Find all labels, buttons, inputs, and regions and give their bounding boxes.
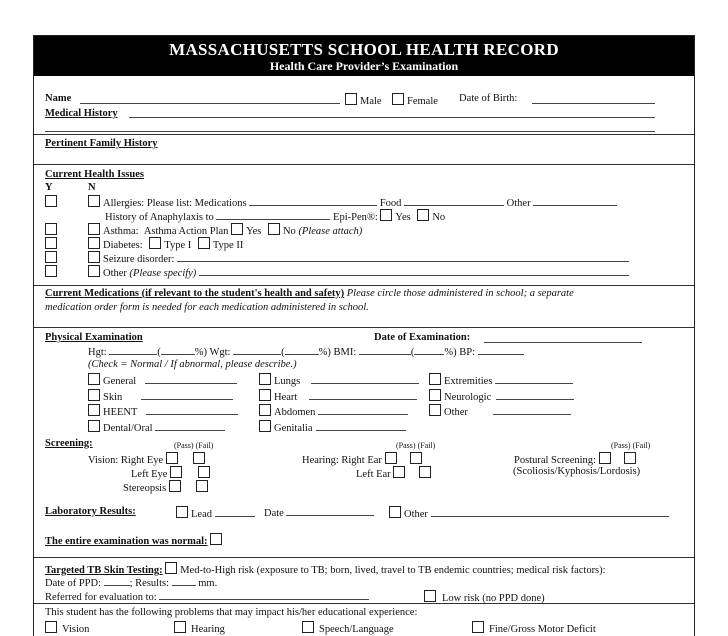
lab-date-field[interactable]	[286, 506, 374, 516]
exam-item[interactable]: General	[88, 373, 238, 389]
allergies-yes-checkbox[interactable]	[45, 195, 57, 207]
normal-label: The entire examination was normal:	[45, 536, 208, 547]
exam-item[interactable]: Neurologic	[429, 389, 574, 405]
epipen-label: Epi-Pen®:	[333, 212, 378, 223]
asthma-plan-no-checkbox[interactable]	[268, 223, 280, 235]
bp-field[interactable]	[478, 345, 524, 355]
lead-field[interactable]	[215, 507, 255, 517]
exam-col-3	[429, 373, 574, 420]
height-field[interactable]	[109, 345, 157, 355]
lab-lead: Lead	[176, 506, 255, 521]
allergies-label: Allergies: Please list: Medications	[103, 198, 247, 209]
exam-item[interactable]: Other	[429, 404, 574, 420]
postural-row: Postural Screening:	[514, 452, 639, 467]
asthma-plan-yes-checkbox[interactable]	[231, 223, 243, 235]
exam-item[interactable]: Dental/Oral	[88, 420, 238, 436]
stereopsis-pass[interactable]	[169, 480, 181, 492]
type2-checkbox[interactable]	[198, 237, 210, 249]
hearing-left-fail[interactable]	[419, 466, 431, 478]
type1-checkbox[interactable]	[149, 237, 161, 249]
male-checkbox[interactable]	[345, 93, 357, 105]
vision-left-fail[interactable]	[198, 466, 210, 478]
allergy-other-label: Other	[506, 198, 531, 209]
low-risk-checkbox[interactable]	[424, 590, 436, 602]
vision-left-row: Left Eye	[131, 466, 213, 481]
vision-pass-fail: (Pass) (Fail)	[174, 441, 214, 450]
hearing-right-pass[interactable]	[385, 452, 397, 464]
tb-section	[34, 557, 694, 558]
ppd-date-field[interactable]	[104, 576, 130, 586]
lab-date: Date	[264, 506, 374, 520]
tb-label: Targeted TB Skin Testing:	[45, 565, 163, 576]
allergies-medications-field[interactable]	[249, 196, 377, 206]
hearing-pass-fail: (Pass) (Fail)	[396, 441, 436, 450]
form-title: MASSACHUSETTS SCHOOL HEALTH RECORD	[169, 40, 559, 59]
postural-note: (Scoliosis/Kyphosis/Lordosis)	[513, 466, 641, 477]
physical-section	[34, 327, 694, 328]
epipen-yes-checkbox[interactable]	[380, 209, 392, 221]
diabetes-yes-checkbox[interactable]	[45, 237, 57, 249]
seizure-yes-checkbox[interactable]	[45, 251, 57, 263]
female-option[interactable]: Female	[392, 93, 438, 108]
problems-section	[34, 603, 694, 604]
allergies-row	[45, 195, 60, 210]
hearing-right-fail[interactable]	[410, 452, 422, 464]
problem-vision[interactable]: Vision	[45, 621, 89, 636]
anaphylaxis-row: History of Anaphylaxis to Epi-Pen®: Yes No	[105, 209, 445, 224]
asthma-no-checkbox[interactable]	[88, 223, 100, 235]
female-checkbox[interactable]	[392, 93, 404, 105]
vitals-row: Hgt: ( %) Wgt: ( %) BMI: ( %) BP:	[88, 345, 524, 359]
other-row: Other (Please specify)	[88, 265, 629, 280]
diabetes-row: Diabetes: Type I Type II	[88, 237, 243, 252]
dob-label: Date of Birth:	[459, 93, 518, 104]
col-y-label: Y	[45, 182, 53, 193]
stereopsis-row: Stereopsis	[123, 480, 211, 495]
exam-item[interactable]: Abdomen	[259, 404, 419, 420]
other-yes-checkbox[interactable]	[45, 265, 57, 277]
tb-row	[45, 562, 606, 577]
lab-other: Other	[389, 506, 669, 521]
asthma-yes-checkbox[interactable]	[45, 223, 57, 235]
bmi-field[interactable]	[359, 345, 411, 355]
medications-row	[45, 288, 574, 300]
check-note: (Check = Normal / If abnormal, please describe.)	[88, 359, 297, 370]
diabetes-yes	[45, 237, 60, 252]
col-n-label: N	[88, 182, 96, 193]
exam-item[interactable]: HEENT	[88, 404, 238, 420]
exam-col-2	[259, 373, 419, 435]
lead-checkbox[interactable]	[176, 506, 188, 518]
medical-history-field[interactable]	[129, 108, 655, 122]
health-issues-heading: Current Health Issues	[45, 169, 144, 180]
asthma-yes	[45, 223, 60, 238]
lab-label: Laboratory Results:	[45, 506, 136, 517]
exam-item[interactable]: Skin	[88, 389, 238, 405]
allergies-no-checkbox[interactable]	[88, 195, 100, 207]
exam-item[interactable]: Lungs	[259, 373, 419, 389]
name-label: Name	[45, 93, 72, 104]
exam-col-1	[88, 373, 238, 435]
screening-label: Screening:	[45, 438, 93, 449]
hearing-right-row: Hearing: Right Ear	[302, 452, 425, 467]
food-field[interactable]	[404, 196, 504, 206]
asthma-row: Asthma: Asthma Action Plan Yes No (Please attach)	[88, 223, 362, 238]
medications-label: Current Medications (if relevant to the student's health and safety)	[45, 288, 345, 299]
exam-item[interactable]: Genitalia	[259, 420, 419, 436]
tb-risk-text: Med-to-High risk (exposure to TB; born, lived, travel to TB endemic countries; medical risk factors):	[180, 565, 606, 576]
name-field[interactable]	[80, 94, 340, 108]
normal-row	[45, 533, 225, 548]
lab-row	[45, 506, 136, 518]
low-risk-row: Low risk (no PPD done)	[424, 590, 545, 605]
vision-right-fail[interactable]	[193, 452, 205, 464]
medications-note-1: Please circle those administered in school; a separate	[346, 288, 574, 299]
bmi-pct-field[interactable]	[414, 345, 444, 355]
height-pct-field[interactable]	[161, 345, 195, 355]
seizure-row: Seizure disorder:	[88, 251, 629, 266]
diabetes-no-checkbox[interactable]	[88, 237, 100, 249]
problems-intro: This student has the following problems that may impact his/her educational experience:	[45, 607, 418, 618]
weight-pct-field[interactable]	[285, 345, 319, 355]
seizure-no-checkbox[interactable]	[88, 251, 100, 263]
postural-pass[interactable]	[599, 452, 611, 464]
ppd-row: Date of PPD: ; Results: mm.	[45, 578, 218, 589]
exam-item[interactable]: Heart	[259, 389, 419, 405]
problem-speech[interactable]: Speech/Language	[302, 621, 394, 636]
medical-history-label: Medical History	[45, 108, 118, 119]
vision-left-pass[interactable]	[170, 466, 182, 478]
hearing-left-pass[interactable]	[393, 466, 405, 478]
tb-risk-checkbox[interactable]	[165, 562, 177, 574]
male-option[interactable]: Male	[345, 93, 382, 108]
other-no-checkbox[interactable]	[88, 265, 100, 277]
problem-hearing[interactable]: Hearing	[174, 621, 225, 636]
health-issues-section	[34, 164, 694, 165]
medications-section	[34, 285, 694, 286]
dob-field[interactable]	[532, 94, 655, 108]
seizure-yes	[45, 251, 60, 266]
lab-other-checkbox[interactable]	[389, 506, 401, 518]
epipen-no-checkbox[interactable]	[417, 209, 429, 221]
normal-checkbox[interactable]	[210, 533, 222, 545]
vision-right-pass[interactable]	[166, 452, 178, 464]
hearing-left-row: Left Ear	[356, 466, 434, 481]
lab-other-field[interactable]	[431, 507, 669, 517]
weight-field[interactable]	[233, 345, 281, 355]
vision-right-row: Vision: Right Eye	[88, 452, 208, 467]
allergies-no	[88, 195, 617, 210]
ppd-results-field[interactable]	[172, 576, 196, 586]
referred-field[interactable]	[159, 590, 369, 600]
stereopsis-fail[interactable]	[196, 480, 208, 492]
anaphylaxis-field[interactable]	[216, 210, 330, 220]
form-subtitle: Health Care Provider’s Examination	[269, 59, 459, 73]
medications-note-2: medication order form is needed for each medication administered in school.	[45, 302, 369, 313]
other-yes	[45, 265, 60, 280]
allergy-other-field[interactable]	[533, 196, 617, 206]
problem-motor[interactable]: Fine/Gross Motor Deficit	[472, 621, 596, 636]
food-label: Food	[379, 198, 402, 209]
other-issue-field[interactable]	[199, 266, 629, 276]
form-header	[34, 36, 694, 76]
exam-date-label: Date of Examination:	[374, 332, 471, 343]
family-history-label: Pertinent Family History	[45, 138, 158, 149]
anaphylaxis-label: History of Anaphylaxis to	[105, 212, 214, 223]
postural-fail[interactable]	[624, 452, 636, 464]
exam-item[interactable]: Extremities	[429, 373, 574, 389]
referred-row: Referred for evaluation to:	[45, 590, 369, 604]
seizure-field[interactable]	[177, 252, 629, 262]
postural-pass-fail: (Pass) (Fail)	[611, 441, 651, 450]
physical-label: Physical Examination	[45, 332, 143, 343]
health-record-form	[33, 35, 695, 636]
